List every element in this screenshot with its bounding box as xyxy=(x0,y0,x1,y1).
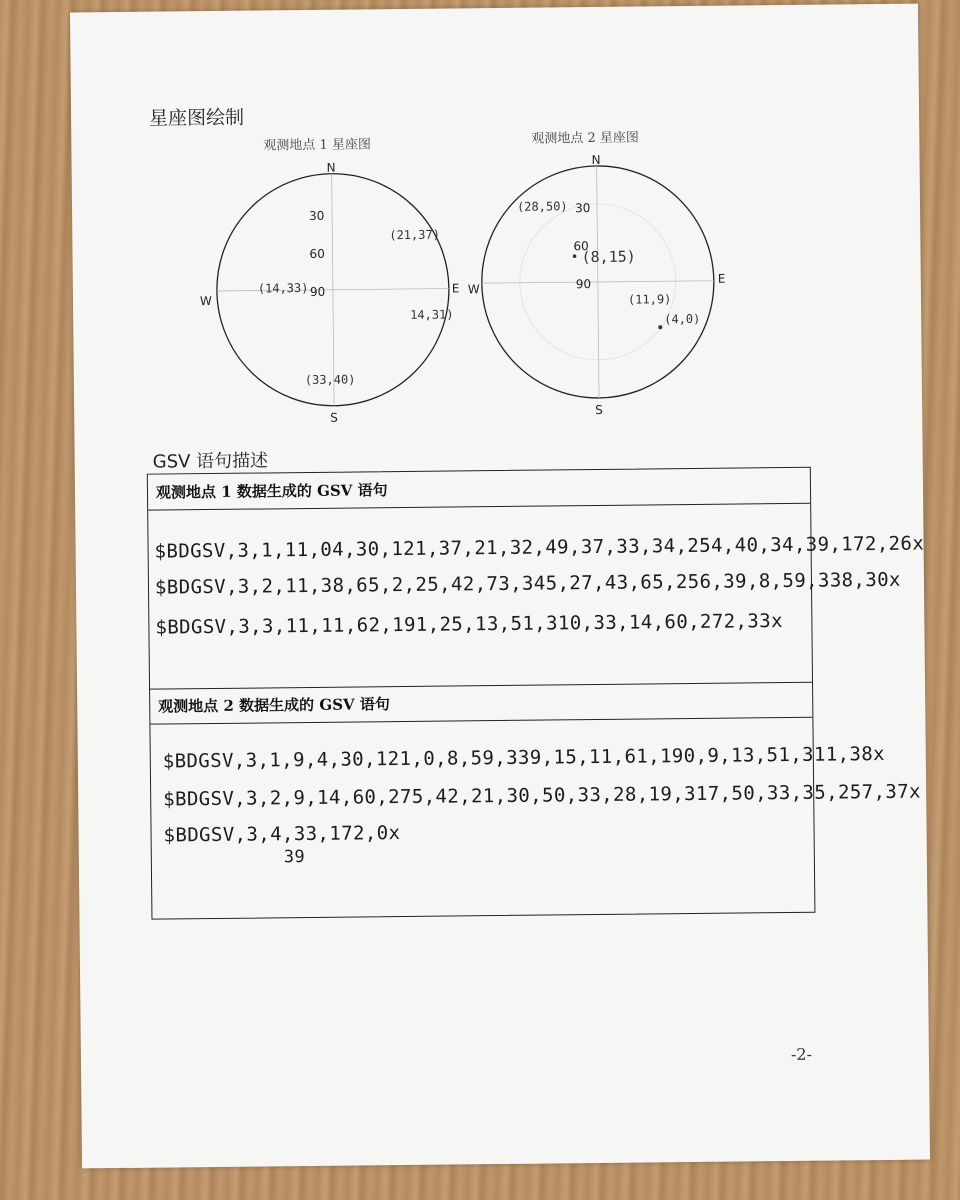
chart1-point-label: 14,31) xyxy=(410,307,454,322)
chart1-point-label: (33,40) xyxy=(304,372,356,388)
chart2-point-label: (4,0) xyxy=(664,311,701,327)
chart1-west-label: W xyxy=(199,294,212,309)
chart2-tick-30: 30 xyxy=(574,201,591,216)
page-number: -2- xyxy=(790,1044,813,1064)
chart2-south-label: S xyxy=(595,402,603,417)
chart1-tick-60: 60 xyxy=(309,246,325,261)
site1-gsv-line: $BDGSV,3,2,11,38,65,2,25,42,73,345,27,43,65,256,39,8,59,338,30x xyxy=(154,568,901,599)
chart2-title: 观测地点 2 星座图 xyxy=(531,130,639,147)
site2-body xyxy=(150,718,921,918)
chart1-point-label: (21,37) xyxy=(389,227,440,243)
chart2-point-dot xyxy=(658,325,662,329)
site2-gsv-line: $BDGSV,3,1,9,4,30,121,0,8,59,339,15,11,61,190,9,13,51,311,38x xyxy=(162,742,886,773)
site2-header: 观测地点 2 数据生成的 GSV 语句 xyxy=(150,682,812,725)
chart2-tick-90: 90 xyxy=(575,277,592,292)
chart1-tick-30: 30 xyxy=(309,208,325,223)
paper-sheet xyxy=(70,4,930,1169)
skyplot-chart-2 xyxy=(466,151,739,424)
gsv-table xyxy=(147,467,925,920)
chart1-point-label: (14,33) xyxy=(257,280,309,296)
chart2-point-label: (28,50) xyxy=(516,199,568,214)
chart2-east-label: E xyxy=(717,271,726,286)
chart1-east-label: E xyxy=(451,281,460,296)
chart1-north-label: N xyxy=(326,160,336,175)
chart1-south-label: S xyxy=(330,410,338,425)
site1-body xyxy=(148,504,925,690)
gsv-section-title: GSV 语句描述 xyxy=(152,450,269,473)
site2-gsv-line: $BDGSV,3,4,33,172,0x xyxy=(163,822,401,847)
chart2-tick-60: 60 xyxy=(573,239,589,254)
starmap-section-title: 星座图绘制 xyxy=(148,106,245,130)
skyplot-chart-1 xyxy=(197,158,470,431)
site1-header: 观测地点 1 数据生成的 GSV 语句 xyxy=(148,468,810,511)
chart2-west-label: W xyxy=(467,282,480,297)
chart2-point-label: (11,9) xyxy=(627,292,672,307)
chart1-title: 观测地点 1 星座图 xyxy=(263,137,371,154)
site2-gsv-line: $BDGSV,3,2,9,14,60,275,42,21,30,50,33,28,19,317,50,33,35,257,37x xyxy=(163,780,921,811)
site1-gsv-line: $BDGSV,3,1,11,04,30,121,37,21,32,49,37,33,34,254,40,34,39,172,26x xyxy=(154,532,925,563)
site1-gsv-line: $BDGSV,3,3,11,11,62,191,25,13,51,310,33,14,60,272,33x xyxy=(155,610,783,639)
chart2-point-dot xyxy=(573,254,577,258)
chart2-north-label: N xyxy=(591,152,601,168)
chart1-tick-90: 90 xyxy=(309,284,326,299)
chart2-point-label: (8,15) xyxy=(581,247,636,267)
site2-correction: 39 xyxy=(283,847,306,868)
